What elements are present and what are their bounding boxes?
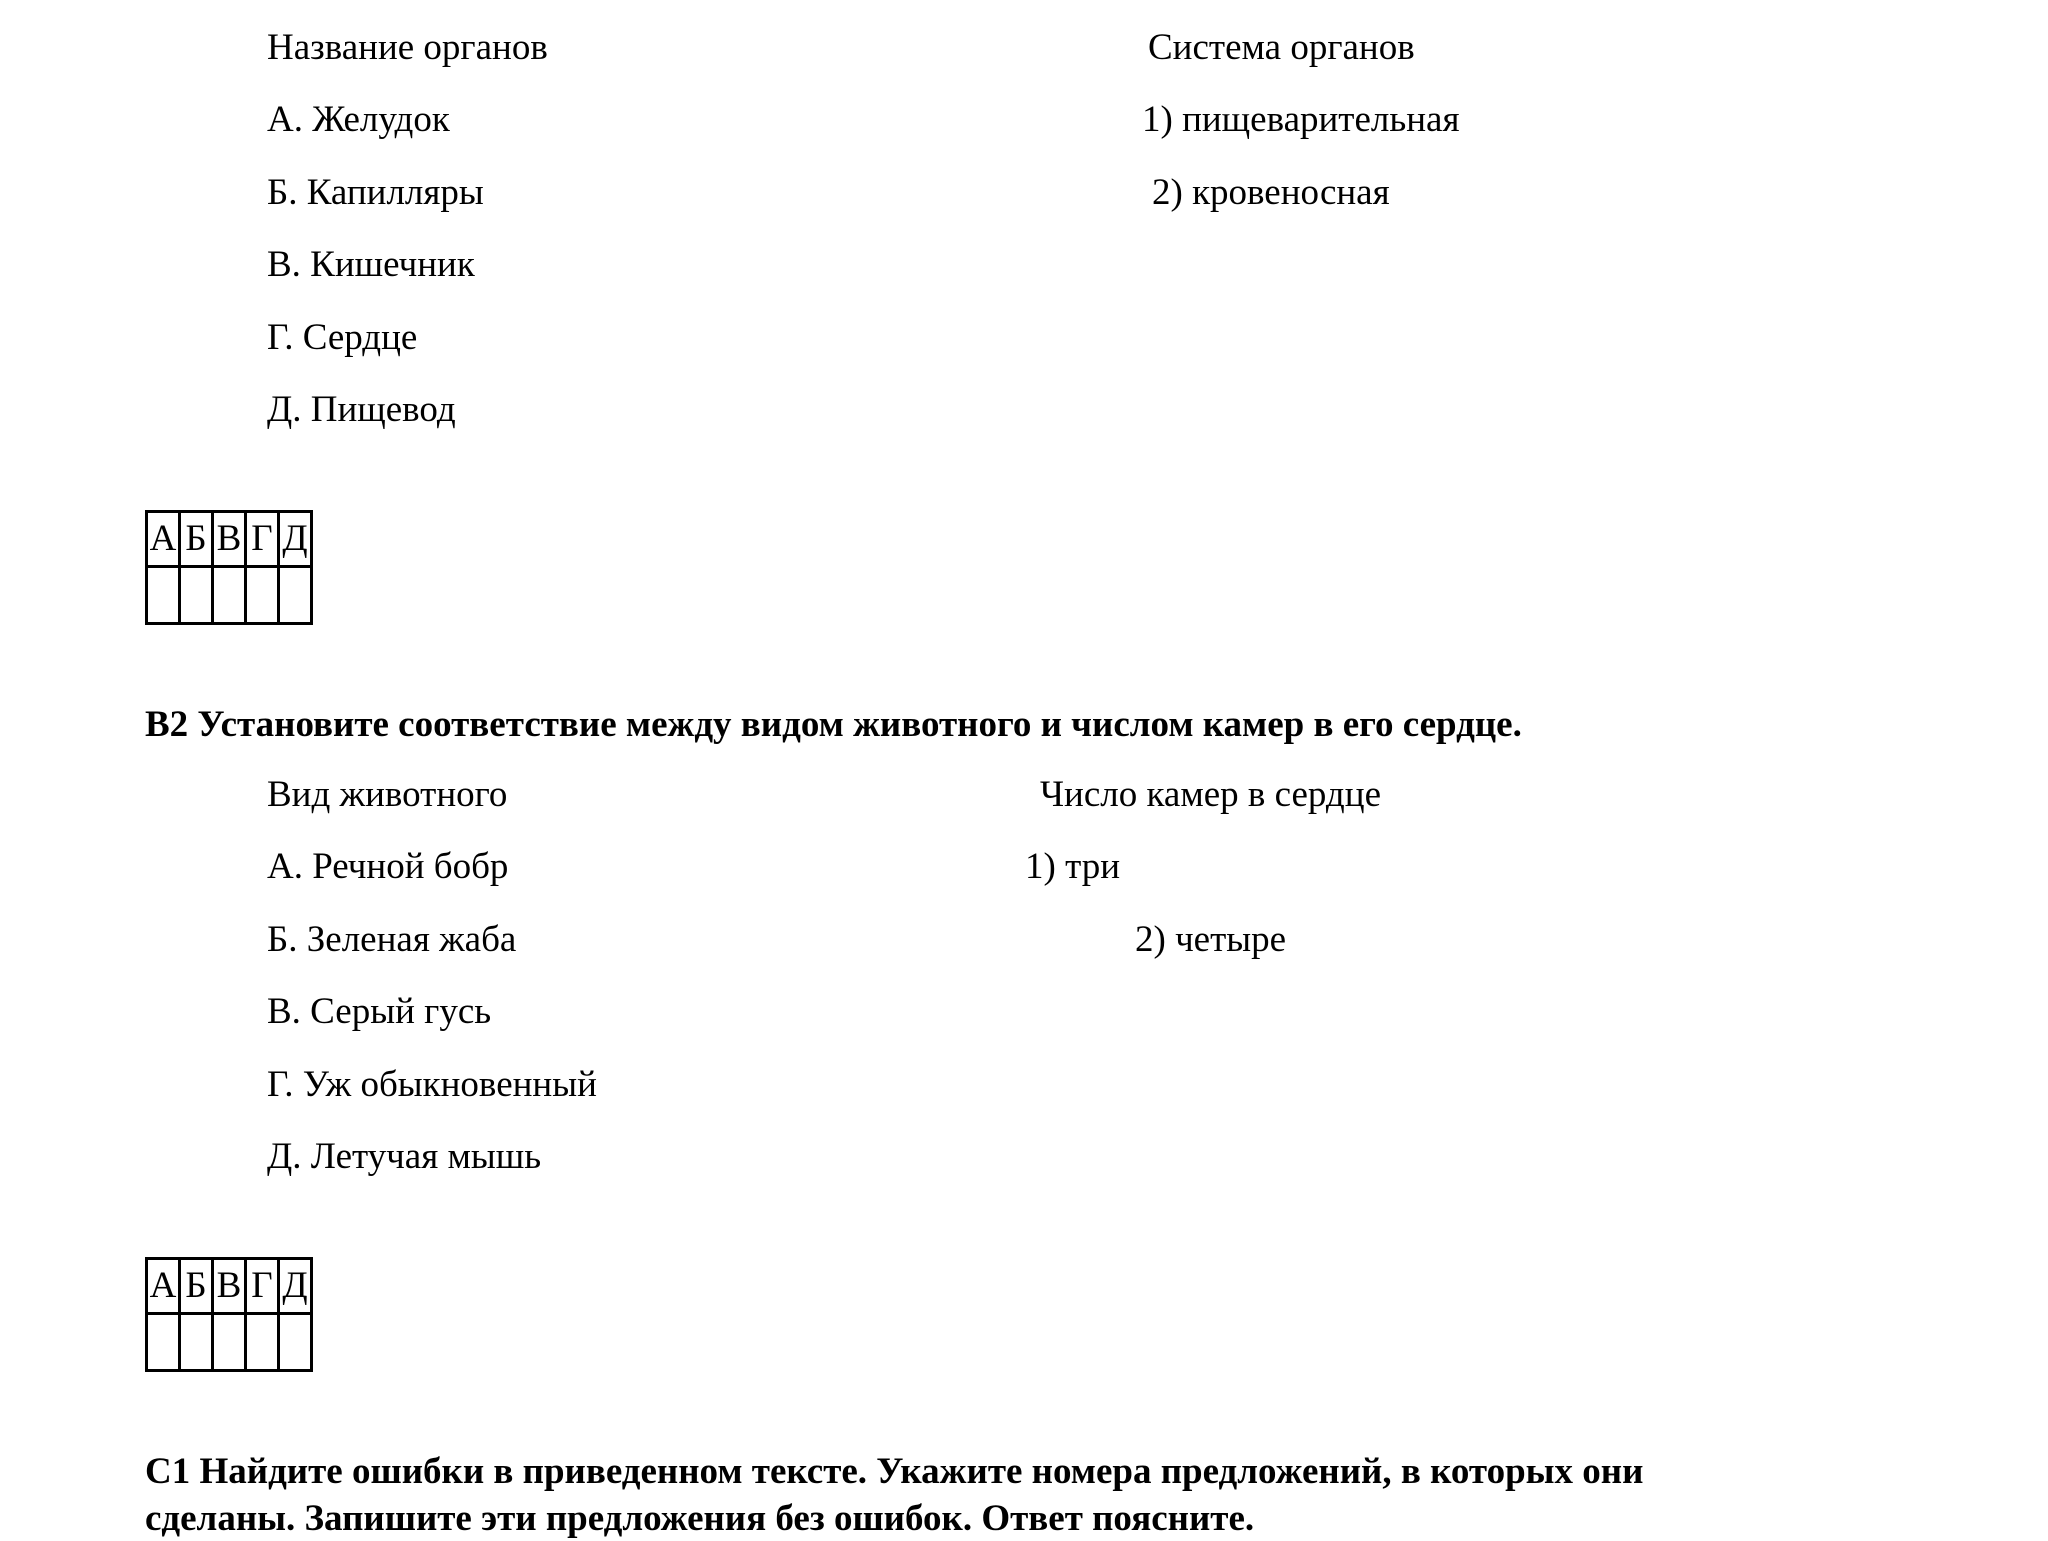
b2-answer-letter-v: В: [213, 1259, 246, 1314]
c1-instruction-line-1: С1 Найдите ошибки в приведенном тексте. Укажите номера предложений, в которых они: [145, 1451, 1644, 1492]
b1-left-item-v: В. Кишечник: [267, 244, 475, 285]
b2-answer-cell-a[interactable]: [147, 1314, 180, 1371]
b1-left-item-d: Д. Пищевод: [267, 389, 456, 430]
b1-right-header: Система органов: [1148, 27, 1415, 68]
b1-answer-cell-g[interactable]: [246, 567, 279, 624]
b1-answer-cell-v[interactable]: [213, 567, 246, 624]
b1-left-item-b: Б. Капилляры: [267, 172, 484, 213]
b1-answer-cell-d[interactable]: [279, 567, 312, 624]
b2-answer-cell-b[interactable]: [180, 1314, 213, 1371]
b2-left-header: Вид животного: [267, 774, 508, 815]
b1-right-item-1: 1) пищеварительная: [1142, 99, 1460, 140]
c1-instruction-line-2: сделаны. Запишите эти предложения без ошибок. Ответ поясните.: [145, 1498, 1255, 1539]
b2-left-item-d: Д. Летучая мышь: [267, 1136, 542, 1177]
b2-answer-letter-b: Б: [180, 1259, 213, 1314]
b2-answer-cell-d[interactable]: [279, 1314, 312, 1371]
b2-title: В2 Установите соответствие между видом животного и числом камер в его сердце.: [145, 704, 1522, 745]
b2-left-item-a: А. Речной бобр: [267, 846, 509, 887]
b2-right-header: Число камер в сердце: [1040, 774, 1381, 815]
b2-answer-letter-a: А: [147, 1259, 180, 1314]
b1-left-item-a: А. Желудок: [267, 99, 450, 140]
b1-answer-letter-d: Д: [279, 512, 312, 567]
b2-left-item-b: Б. Зеленая жаба: [267, 919, 517, 960]
b1-answer-letter-a: А: [147, 512, 180, 567]
b1-answer-cell-b[interactable]: [180, 567, 213, 624]
b2-answer-letter-d: Д: [279, 1259, 312, 1314]
b1-answer-cell-a[interactable]: [147, 567, 180, 624]
b1-answer-table: [145, 510, 313, 625]
b2-left-item-v: В. Серый гусь: [267, 991, 492, 1032]
b1-left-item-g: Г. Сердце: [267, 317, 418, 358]
b1-right-item-2: 2) кровеносная: [1152, 172, 1390, 213]
b2-answer-table: [145, 1257, 313, 1372]
b2-answer-cell-g[interactable]: [246, 1314, 279, 1371]
b1-answer-letter-v: В: [213, 512, 246, 567]
b1-left-header: Название органов: [267, 27, 548, 68]
b2-left-item-g: Г. Уж обыкновенный: [267, 1064, 597, 1105]
b2-answer-letter-g: Г: [246, 1259, 279, 1314]
b1-answer-letter-g: Г: [246, 512, 279, 567]
b1-answer-letter-b: Б: [180, 512, 213, 567]
b2-right-item-1: 1) три: [1025, 846, 1120, 887]
b2-right-item-2: 2) четыре: [1135, 919, 1287, 960]
b2-answer-cell-v[interactable]: [213, 1314, 246, 1371]
